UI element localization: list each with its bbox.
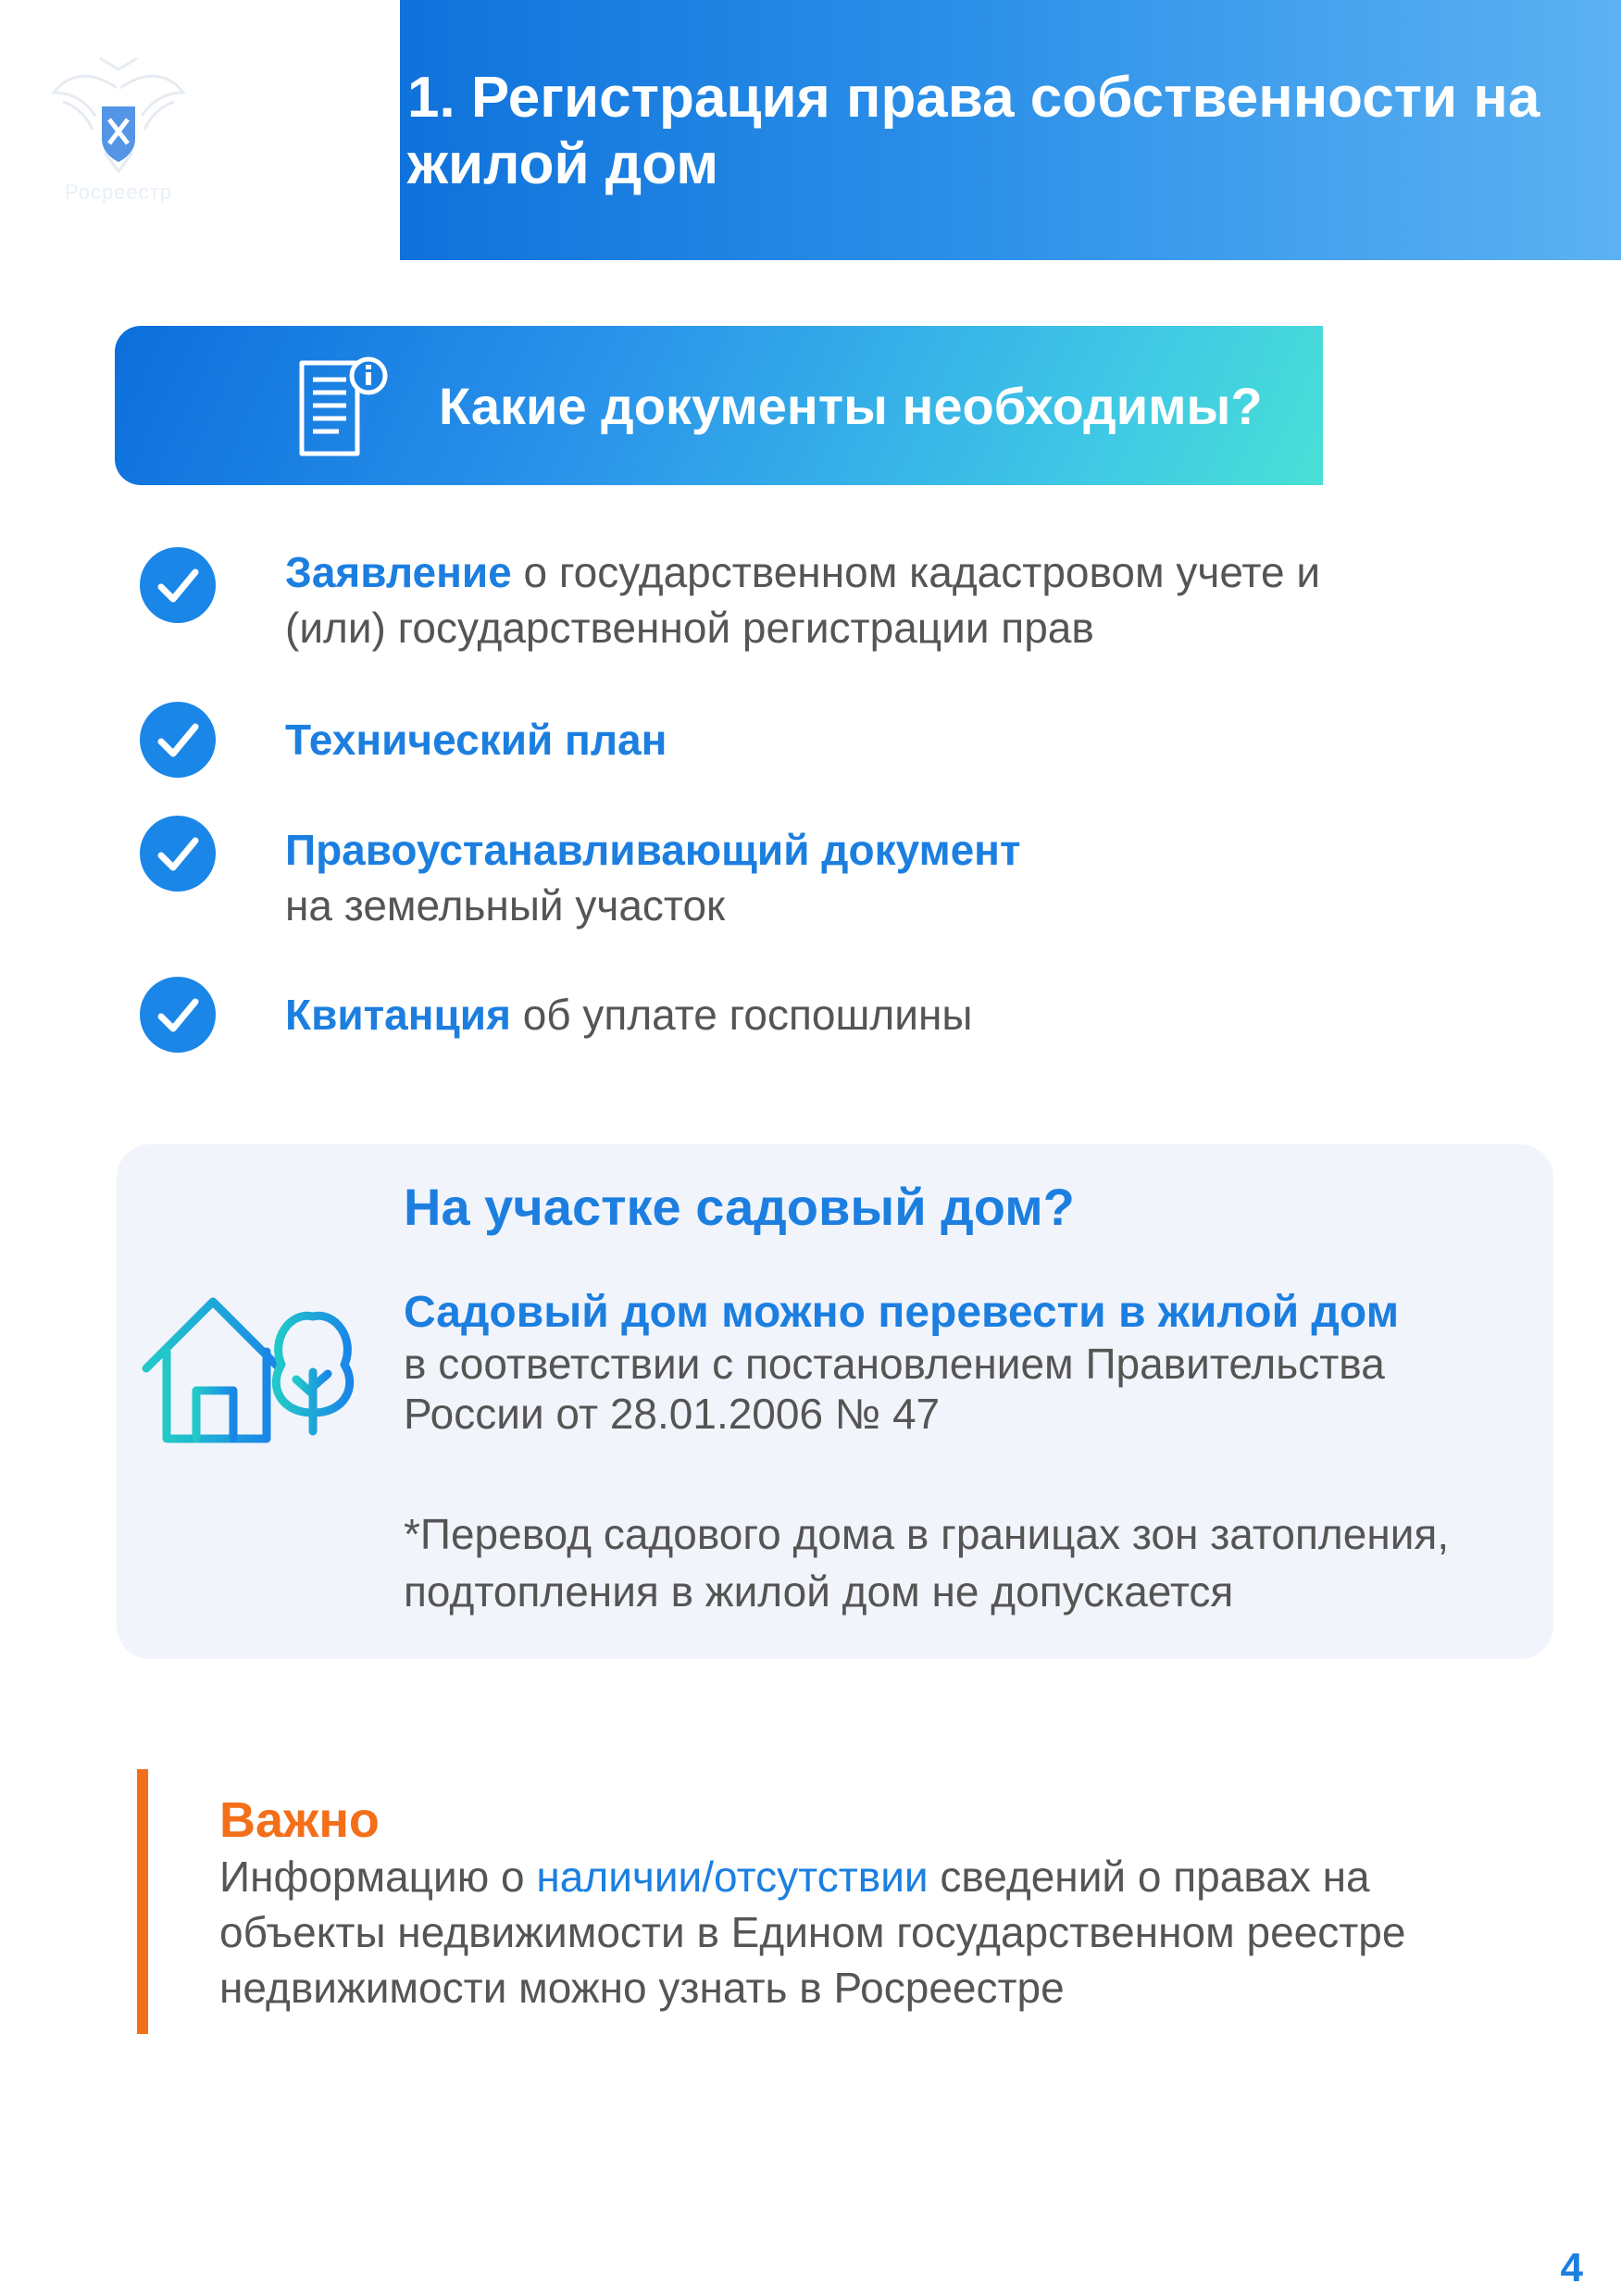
important-accent-bar — [137, 1769, 148, 2034]
important-highlight: наличии/отсутствии — [536, 1853, 929, 1901]
check-circle-icon — [139, 701, 217, 779]
document-item-title: Заявление — [285, 548, 512, 596]
eagle-emblem-icon — [44, 51, 193, 181]
document-item-title: Квитанция — [285, 991, 511, 1039]
important-text-end: сведений о правах на объекты недвижимости в Едином государственном реестре недвижимости можно узнать в Росреестре — [219, 1853, 1406, 2012]
page-title: 1. Регистрация права собственности на жилой дом — [407, 66, 1540, 196]
garden-house-body: в соответствии с постановлением Правительства России от 28.01.2006 № 47 — [404, 1340, 1385, 1438]
document-item-detail: о государственном кадастровом учете и (или) государственной регистрации прав — [285, 548, 1321, 652]
garden-house-heading: На участке садовый дом? — [404, 1178, 1075, 1236]
check-circle-icon — [139, 546, 217, 624]
document-item-text — [285, 822, 1350, 933]
garden-house-lead: Садовый дом можно перевести в жилой дом — [404, 1288, 1400, 1337]
house-tree-icon — [141, 1283, 363, 1450]
garden-house-panel — [117, 1144, 1553, 1659]
check-circle-icon — [139, 815, 217, 892]
document-item-title: Правоустанавливающий документ — [285, 826, 1021, 874]
document-item-text — [285, 987, 1350, 1042]
documents-banner — [115, 326, 1323, 485]
check-circle-icon — [139, 976, 217, 1054]
document-item-detail: на земельный участок — [285, 881, 726, 930]
document-item-text — [285, 544, 1350, 655]
important-title: Важно — [219, 1792, 380, 1848]
document-item-title: Технический план — [285, 716, 667, 764]
document-info-icon — [291, 354, 393, 465]
garden-house-note: *Перевод садового дома в границах зон затопления, подтопления в жилой дом не допускается — [404, 1510, 1450, 1616]
documents-banner-title: Какие документы необходимы? — [439, 377, 1263, 435]
page-number: 4 — [1560, 2245, 1583, 2290]
important-text-start: Информацию о — [219, 1853, 537, 1901]
logo-caption: Росреестр — [65, 181, 172, 204]
document-item-detail: об уплате госпошлины — [510, 991, 973, 1039]
rosreestr-logo — [44, 51, 193, 218]
document-item-text — [285, 712, 1350, 767]
important-body — [219, 1849, 1469, 2015]
